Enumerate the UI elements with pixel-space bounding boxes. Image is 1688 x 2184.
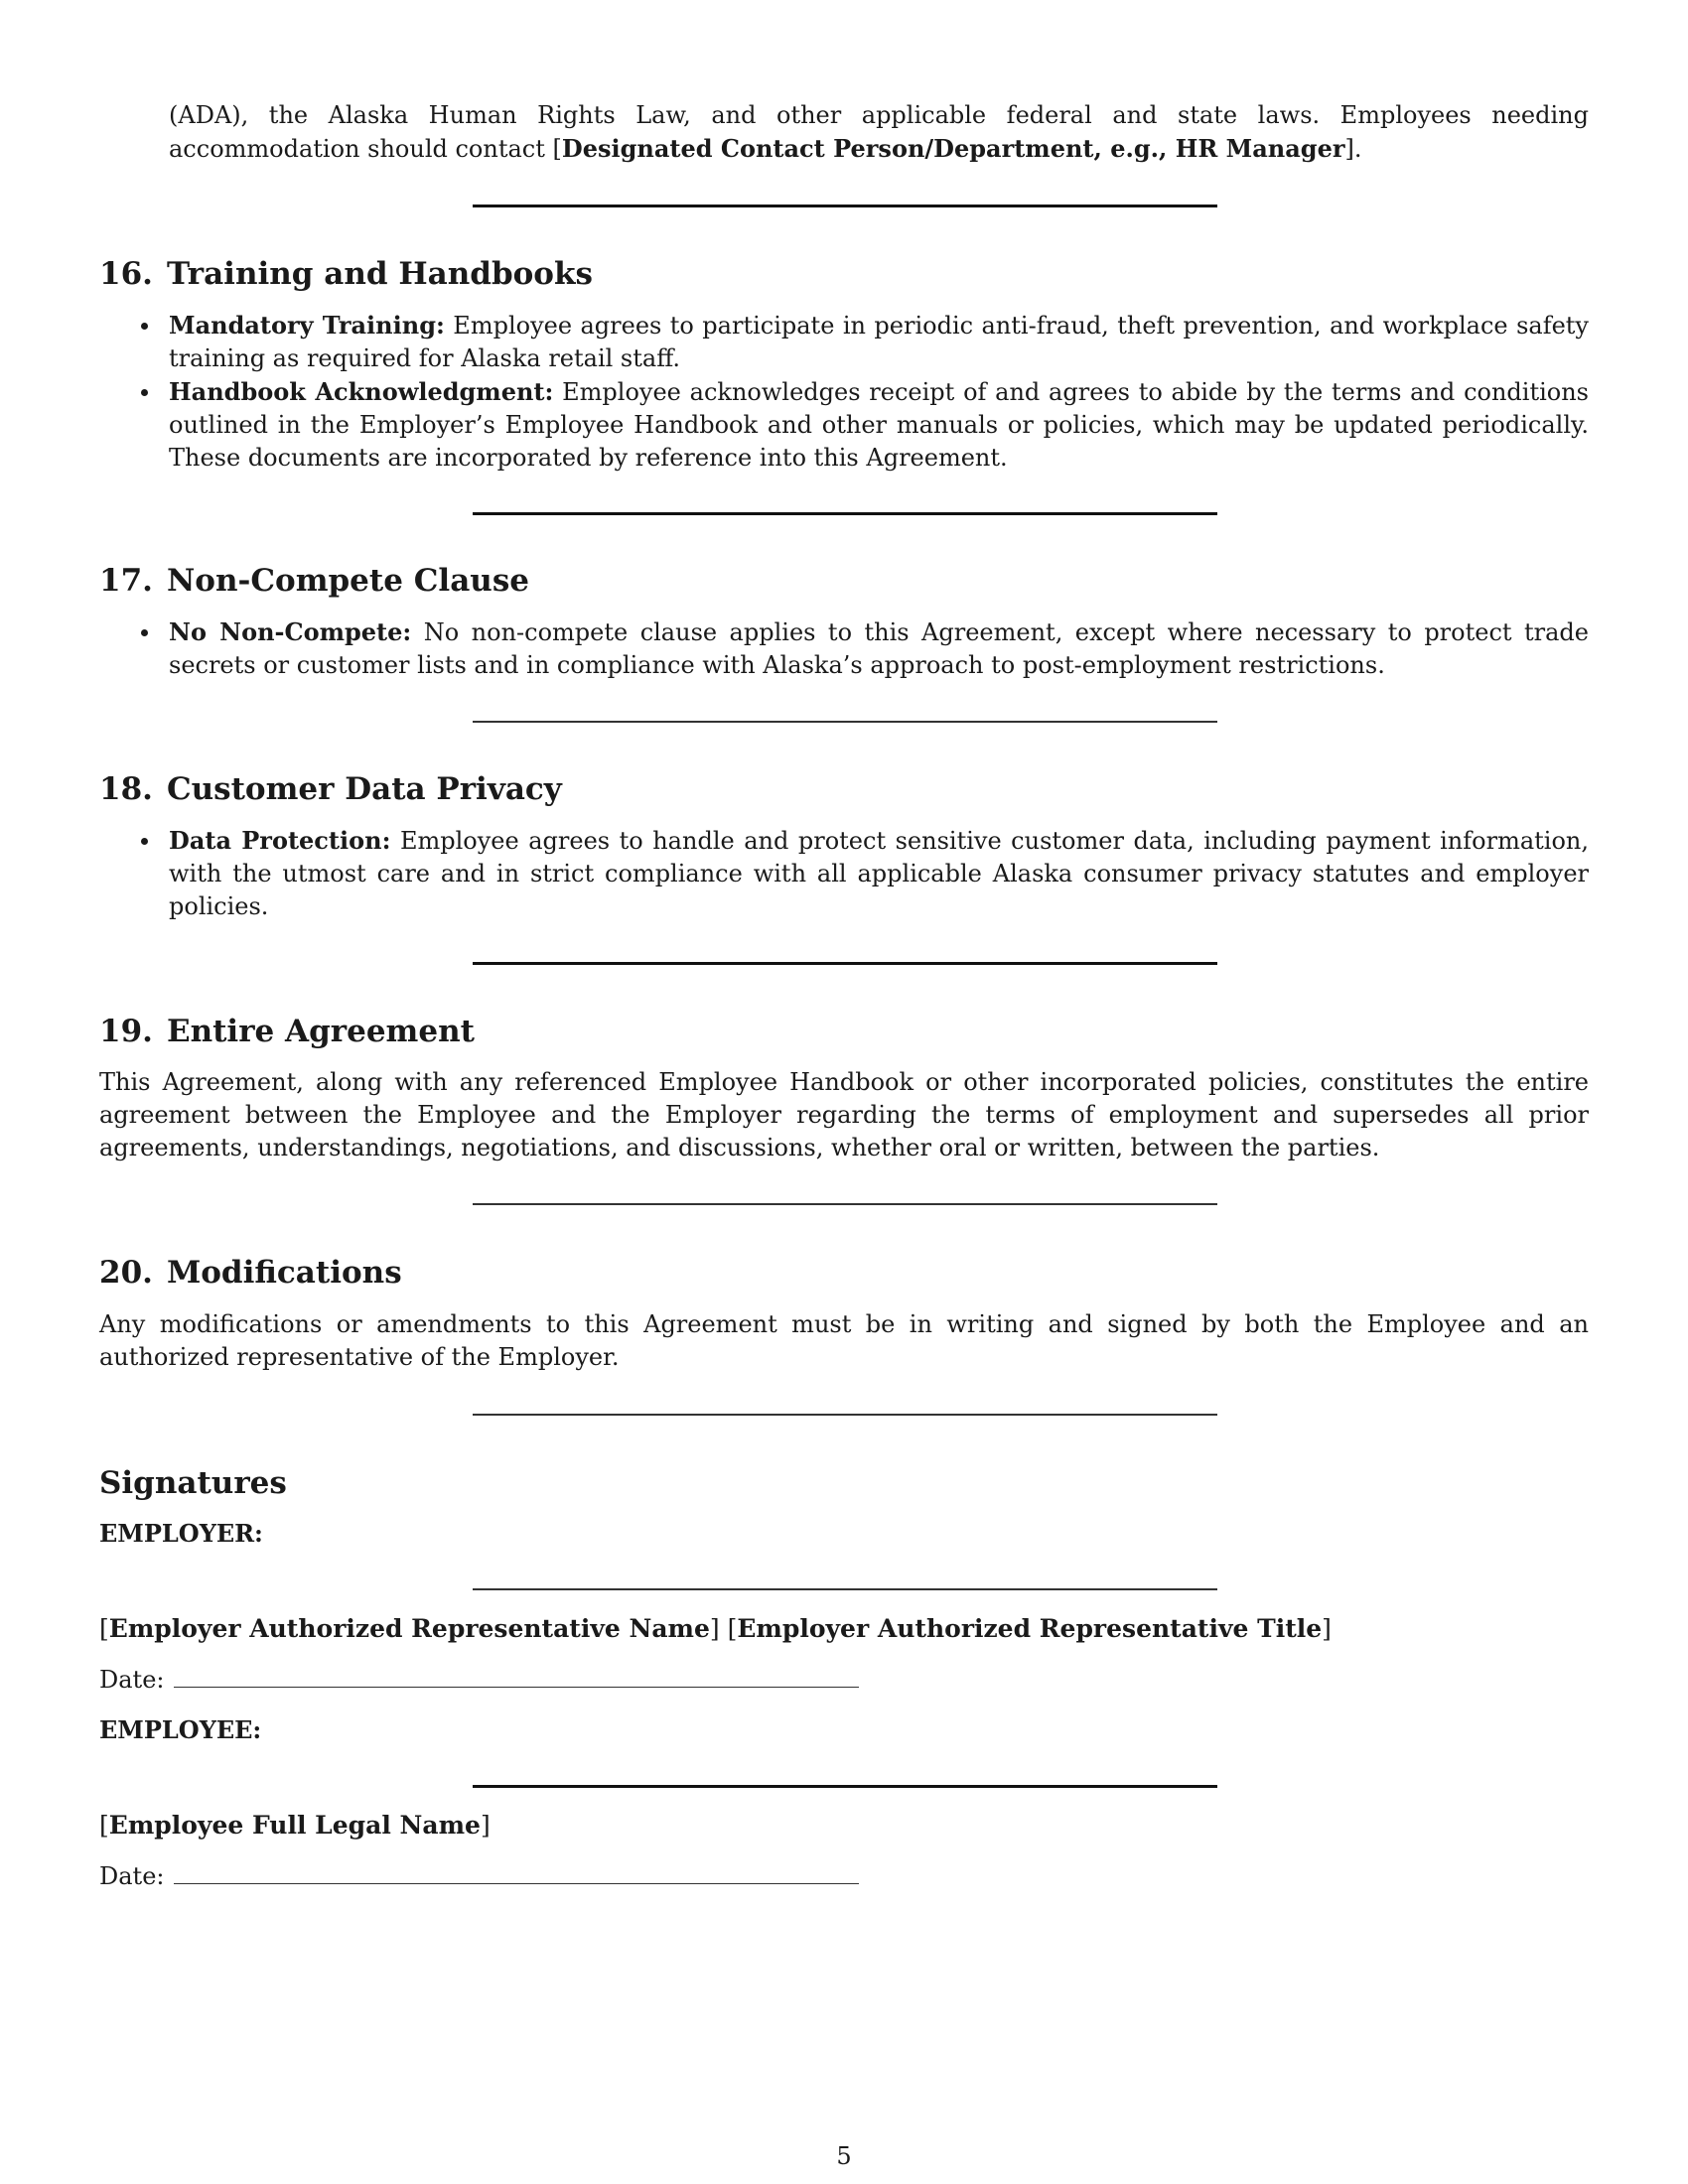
document-page xyxy=(99,0,1589,2184)
employee-name-row: [Employee Full Legal Name] xyxy=(99,1811,491,1840)
section-16-list xyxy=(99,309,1589,475)
employee-date-row xyxy=(99,1860,1589,1893)
employer-date-row xyxy=(99,1664,1589,1697)
section-19-body: This Agreement, along with any referenced Employee Handbook or other incorporated policies, constitutes the entire agreement between the Employee and the Employer regarding the terms of employment and supersedes all prior agreements, understandings, negotiations, and discussions, whether oral or written, between the parties. xyxy=(99,1068,1589,1161)
section-20-body: Any modifications or amendments to this Agreement must be in writing and signed by both the Employee and an authorized representative of the Employer. xyxy=(99,1310,1589,1371)
section-heading-19: 19. Entire Agreement xyxy=(99,1014,475,1049)
section-divider xyxy=(473,512,1217,515)
employer-name-title: [Employer Authorized Representative Name] [Employer Authorized Representative Title] xyxy=(99,1614,1332,1643)
date-label: Date: xyxy=(99,1862,165,1890)
section-17-list xyxy=(99,615,1589,682)
section-heading-16: 16. Training and Handbooks xyxy=(99,256,593,292)
section-divider xyxy=(473,1414,1217,1416)
page-number: 5 xyxy=(836,2142,852,2170)
employer-date-field[interactable] xyxy=(174,1665,859,1688)
employee-name: Employee Full Legal Name xyxy=(108,1811,481,1840)
section-18-list xyxy=(99,824,1589,923)
section-divider xyxy=(473,962,1217,965)
employer-label: EMPLOYER: xyxy=(99,1519,263,1548)
employer-name: Employer Authorized Representative Name xyxy=(108,1614,710,1643)
intro-contact: Designated Contact Person/Department, e.g., HR Manager xyxy=(561,134,1345,163)
section-divider xyxy=(473,721,1217,723)
list-item: Handbook Acknowledgment: Employee acknowledges receipt of and agrees to abide by the terms and conditions outlined in the Employer’s Employee Handbook and other manuals or policies, which may be updated periodically. These documents are incorporated by reference into this Agreement. xyxy=(99,375,1589,475)
signatures-heading: Signatures xyxy=(99,1465,287,1501)
section-divider xyxy=(473,205,1217,207)
intro-paragraph: (ADA), the Alaska Human Rights Law, and other applicable federal and state laws. Employees needing accommodation should contact [Designated Contact Person/Department, e.g., HR Manager]. xyxy=(169,101,1589,163)
date-label: Date: xyxy=(99,1666,165,1694)
employee-label: EMPLOYEE: xyxy=(99,1715,262,1744)
intro-text: (ADA), the Alaska Human Rights Law, and other applicable federal and state laws. Employees needing accommodation should contact xyxy=(169,101,1589,163)
list-item: Data Protection: Employee agrees to handle and protect sensitive customer data, including payment information, with the utmost care and in strict compliance with all applicable Alaska consumer privacy statutes and employer policies. xyxy=(99,824,1589,923)
employee-signature-line[interactable] xyxy=(473,1785,1217,1788)
section-heading-17: 17. Non-Compete Clause xyxy=(99,563,529,599)
employee-date-field[interactable] xyxy=(174,1861,859,1884)
section-heading-18: 18. Customer Data Privacy xyxy=(99,771,562,807)
employer-signature-line[interactable] xyxy=(473,1588,1217,1590)
section-heading-20: 20. Modifications xyxy=(99,1255,402,1291)
employer-title: Employer Authorized Representative Title xyxy=(737,1614,1323,1643)
list-item: Mandatory Training: Employee agrees to participate in periodic anti-fraud, theft prevention, and workplace safety training as required for Alaska retail staff. xyxy=(99,309,1589,375)
section-divider xyxy=(473,1203,1217,1205)
list-item: No Non-Compete: No non-compete clause applies to this Agreement, except where necessary to protect trade secrets or customer lists and in compliance with Alaska’s approach to post-employment restrictions. xyxy=(99,615,1589,682)
